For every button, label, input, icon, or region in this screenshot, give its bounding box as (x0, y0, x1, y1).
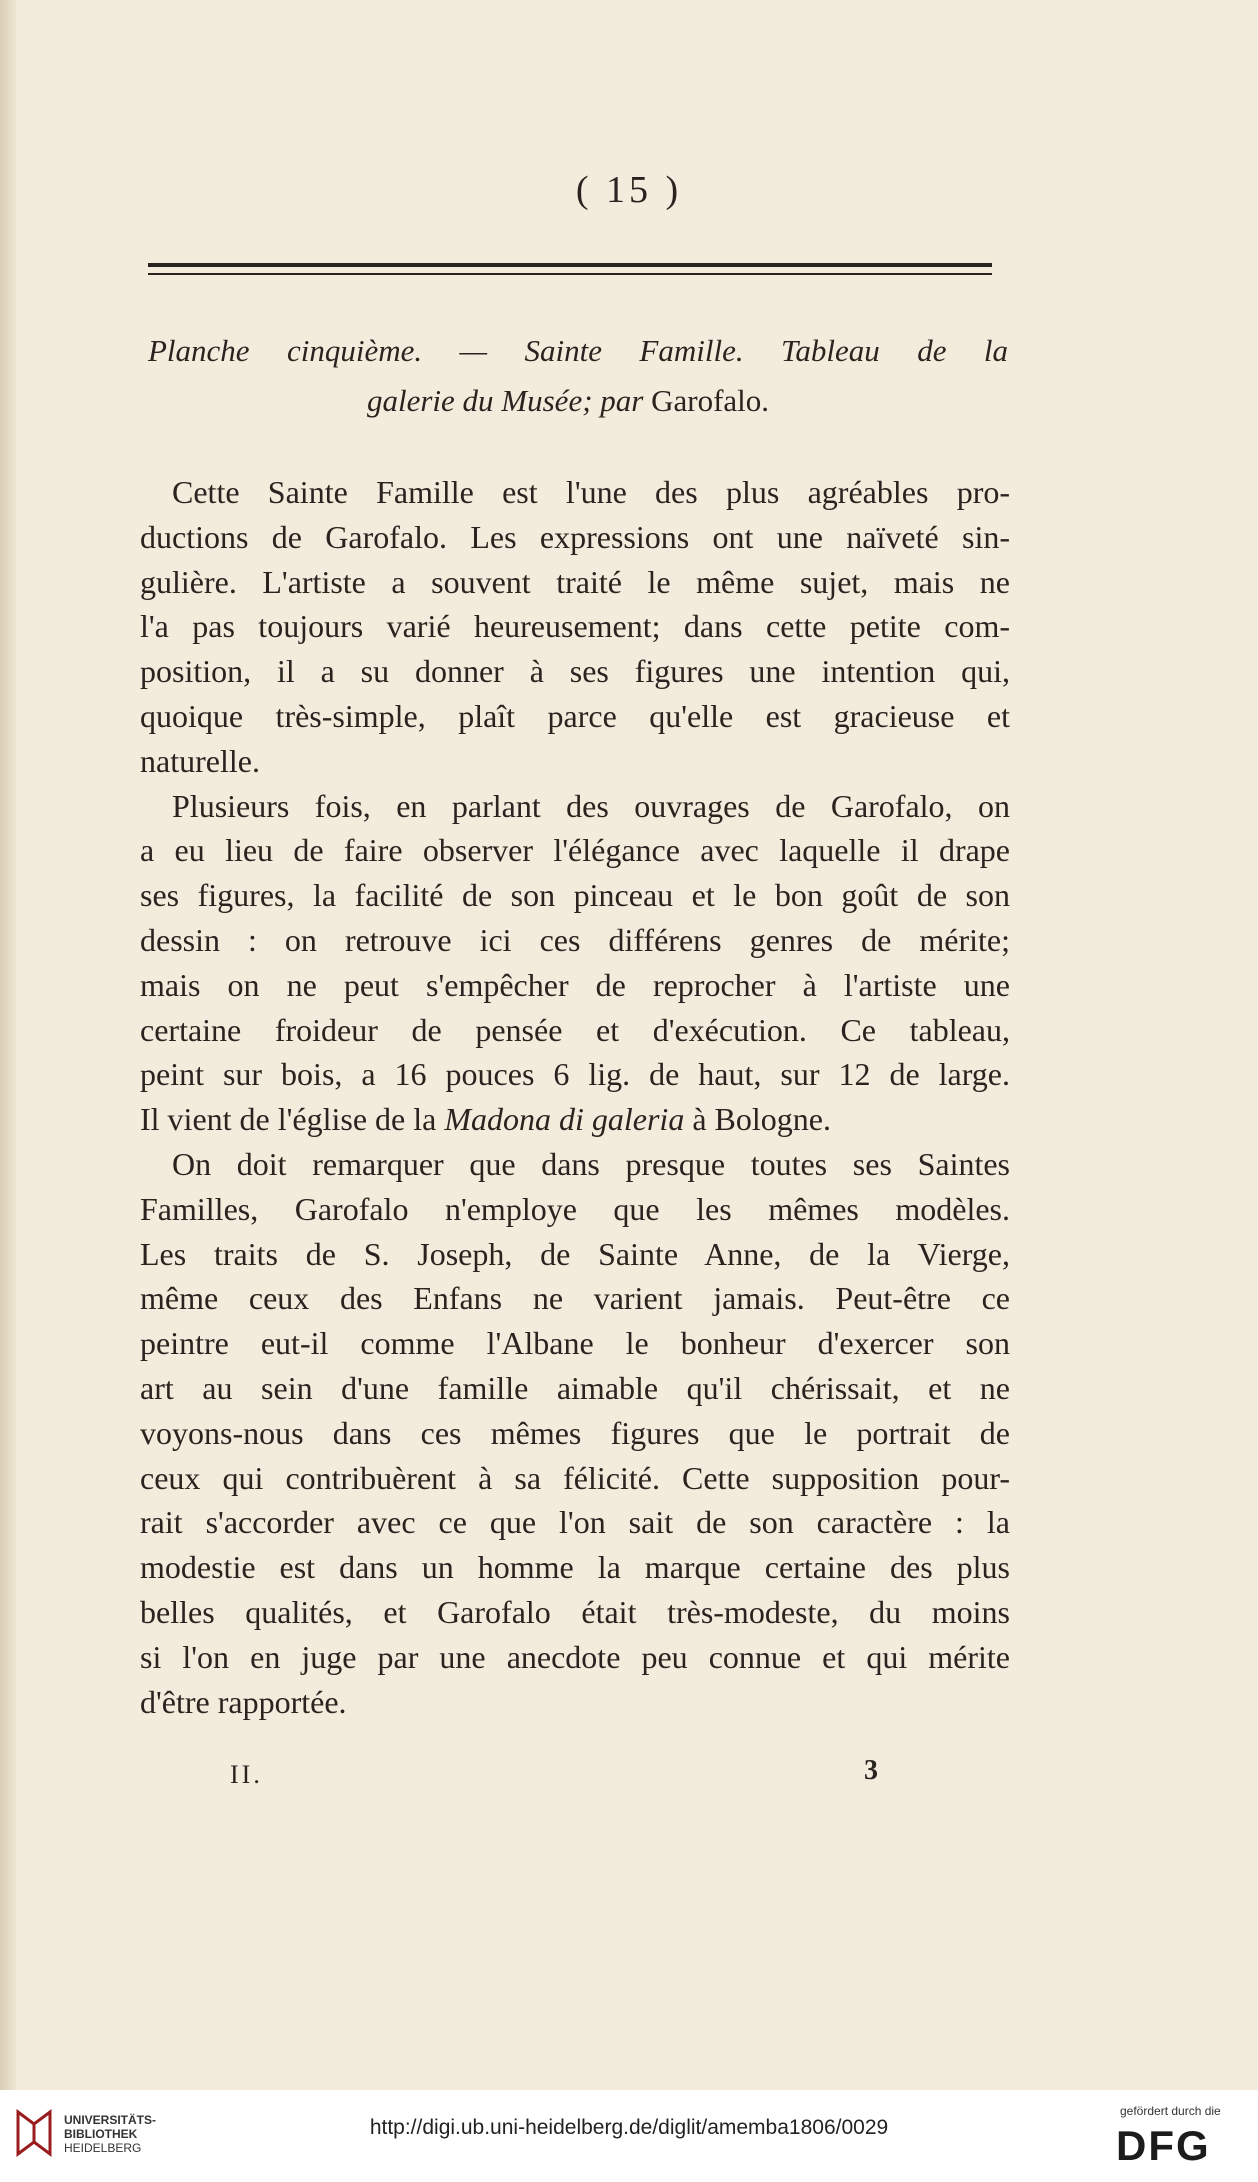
text-line: naturelle. (140, 742, 260, 779)
signature-mark: II. (230, 1760, 263, 1789)
text-line: ductions de Garofalo. Les expressions ont une naïveté sin- (140, 518, 1010, 555)
permalink-url[interactable]: http://digi.ub.uni-heidelberg.de/diglit/amemba1806/0029 (369, 2116, 889, 2139)
heading-line-1: Planche cinquième. — Sainte Famille. Tableau de la (148, 333, 1008, 368)
text-line: ses figures, la facilité de son pinceau et le bon goût de son (140, 877, 1010, 914)
gathering-mark: 3 (864, 1755, 878, 1786)
text-line: d'être rapportée. (140, 1683, 347, 1720)
text-line: dessin : on retrouve ici ces différens genres de mérite; (140, 921, 1010, 958)
text-line: belles qualités, et Garofalo était très-modeste, du moins (140, 1593, 1010, 1630)
text-line: On doit remarquer que dans presque toutes ses Saintes (172, 1145, 1010, 1182)
header-rule-thin (148, 273, 992, 275)
page-number: ( 15 ) (575, 169, 683, 211)
text-line-start: Il vient de l'église de la (140, 1101, 437, 1138)
text-line: Les traits de S. Joseph, de Sainte Anne, de la Vierge, (140, 1235, 1010, 1272)
library-name-line: UNIVERSITÄTS- (64, 2113, 157, 2127)
header-rule-thick (148, 263, 992, 267)
page-edge-shadow (0, 0, 16, 2090)
text-line: gulière. L'artiste a souvent traité le même sujet, mais ne (140, 563, 1010, 600)
text-line: certaine froideur de pensée et d'exécution. Ce tableau, (140, 1011, 1010, 1048)
text-line: modestie est dans un homme la marque certaine des plus (140, 1549, 1010, 1586)
library-name-line: HEIDELBERG (64, 2141, 142, 2155)
plate-heading (148, 326, 1008, 426)
library-name-line: BIBLIOTHEK (64, 2127, 138, 2141)
text-line: a eu lieu de faire observer l'élégance avec laquelle il drape (140, 832, 1010, 869)
text-line-with-italic (140, 1097, 1010, 1142)
text-line: si l'on en juge par une anecdote peu connue et qui mérite (140, 1638, 1010, 1675)
heading-line-2 (148, 376, 1008, 426)
text-line: rait s'accorder avec ce que l'on sait de son caractère : la (140, 1504, 1010, 1541)
text-line: Cette Sainte Famille est l'une des plus agréables pro- (172, 474, 1010, 510)
text-line: position, il a su donner à ses figures une intention qui, (140, 653, 1010, 690)
text-line: Plusieurs fois, en parlant des ouvrages de Garofalo, on (172, 787, 1010, 824)
text-line: Familles, Garofalo n'employe que les mêmes modèles. (140, 1190, 1010, 1227)
funding-caption: gefördert durch die (1120, 2104, 1221, 2118)
dfg-logo: DFG (1116, 2122, 1211, 2169)
italic-place-name: Madona di galeria (444, 1101, 685, 1138)
text-line-end: à Bologne. (692, 1101, 831, 1138)
body-text (140, 470, 1010, 1724)
text-line: quoique très-simple, plaît parce qu'elle est gracieuse et (140, 697, 1010, 734)
text-line: ceux qui contribuèrent à sa félicité. Cette supposition pour- (140, 1459, 1010, 1496)
text-line: voyons-nous dans ces mêmes figures que le portrait de (140, 1414, 1010, 1451)
text-line: art au sein d'une famille aimable qu'il chérissait, et ne (140, 1369, 1010, 1406)
heading-line-2-author: Garofalo. (651, 383, 770, 418)
text-line: l'a pas toujours varié heureusement; dans cette petite com- (140, 608, 1010, 645)
text-line: même ceux des Enfans ne varient jamais. Peut-être ce (140, 1280, 1010, 1317)
text-line: peint sur bois, a 16 pouces 6 lig. de haut, sur 12 de large. (140, 1056, 1010, 1093)
heading-line-2-italic: galerie du Musée; par (366, 383, 644, 418)
text-line: mais on ne peut s'empêcher de reprocher à l'artiste une (140, 966, 1010, 1003)
text-line: peintre eut-il comme l'Albane le bonheur d'exercer son (140, 1325, 1010, 1362)
